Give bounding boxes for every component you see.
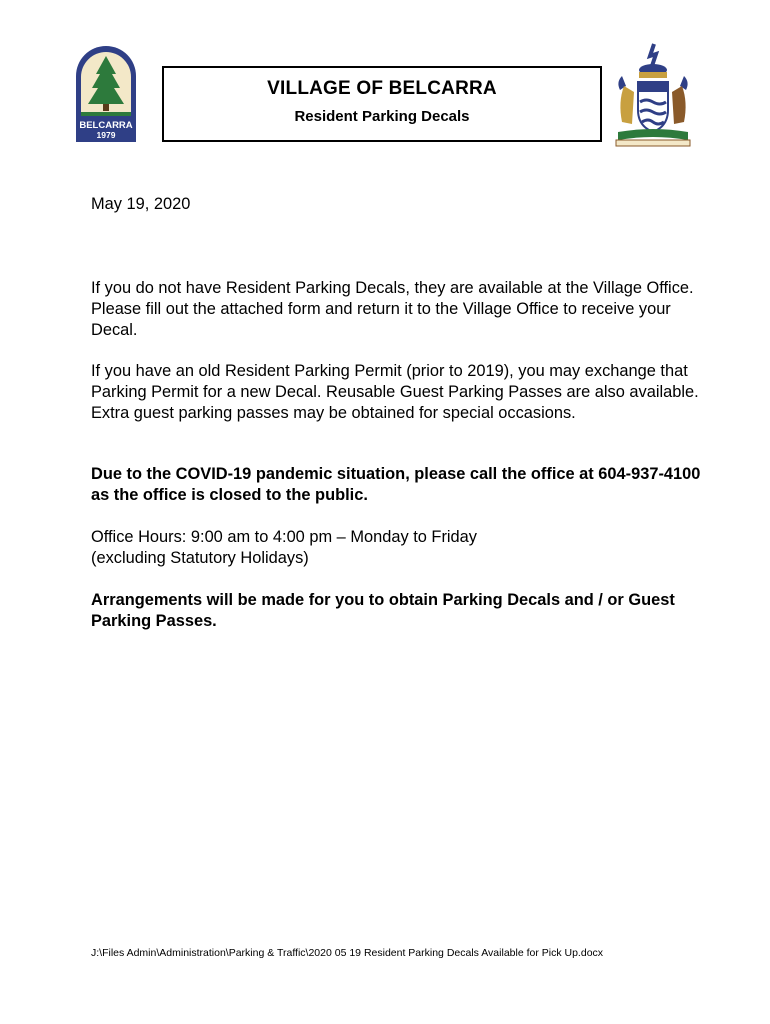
page-subtitle: Resident Parking Decals [294, 108, 470, 125]
belcarra-logo [72, 42, 140, 146]
paragraph-old-permit: If you have an old Resident Parking Permit (prior to 2019), you may exchange that Parking Permit for a new Decal. Reusable Guest Parking Passes are also available. Extra guest parking passes may be obtained for special occasions. [91, 362, 699, 422]
office-hours-note: (excluding Statutory Holidays) [91, 549, 309, 567]
logo-text-belcarra: BELCARRA [79, 120, 133, 131]
letter-date: May 19, 2020 [91, 195, 191, 213]
paragraph-availability: If you do not have Resident Parking Decals, they are available at the Village Office. Please fill out the attached form and return it to the Village Office to receive your Decal. [91, 279, 694, 339]
tree-emblem-icon [72, 42, 140, 146]
page-title: VILLAGE OF BELCARRA [267, 78, 497, 99]
title-box [162, 66, 602, 142]
office-hours-line: Office Hours: 9:00 am to 4:00 pm – Monday to Friday [91, 528, 477, 546]
covid-notice: Due to the COVID-19 pandemic situation, please call the office at 604-937-4100 as the office is closed to the public. [91, 465, 701, 504]
coat-of-arms-logo [612, 42, 694, 148]
coat-of-arms-icon [612, 42, 694, 148]
arrangements-notice: Arrangements will be made for you to obtain Parking Decals and / or Guest Parking Passes. [91, 591, 675, 630]
document-file-path: J:\Files Admin\Administration\Parking & Traffic\2020 05 19 Resident Parking Decals Available for Pick Up.docx [91, 947, 604, 959]
office-hours [91, 527, 701, 569]
logo-text-year: 1979 [96, 130, 116, 140]
